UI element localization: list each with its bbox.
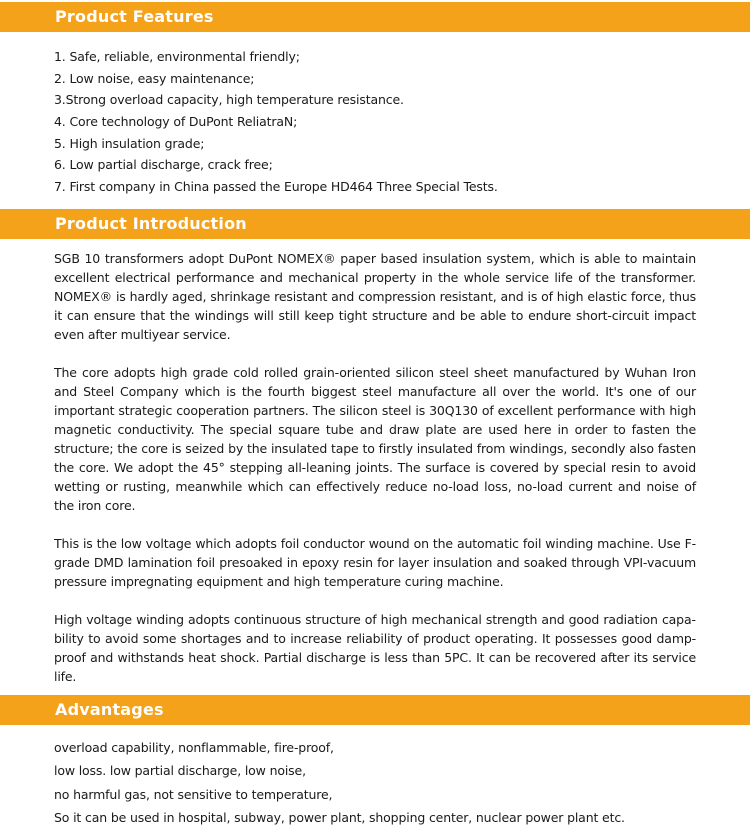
feature-item: 1. Safe, reliable, environmental friendly; bbox=[54, 49, 300, 64]
feature-item: 3.Strong overload capacity, high temperature resistance. bbox=[54, 92, 404, 108]
advantage-item: So it can be used in hospital, subway, power plant, shopping center, nuclear power plant etc. bbox=[54, 809, 625, 825]
introduction-header bbox=[0, 209, 750, 239]
introduction-paragraph: SGB 10 transformers adopt DuPont NOMEX® paper based insulation system, which is able to maintain excellent electrical performance and mechanical property in the whole service life of the transformer. NOMEX® is hardly aged, shrinkage resistant and compression resistant, and is of high elastic force, thus it can ensure that the windings will still keep tight structure and be able to endure short-circuit impact even after multiyear service. bbox=[54, 251, 696, 342]
advantages-header bbox=[0, 695, 750, 725]
advantage-item: no harmful gas, not sensitive to temperature, bbox=[54, 786, 333, 802]
feature-item: 2. Low noise, easy maintenance; bbox=[54, 70, 255, 86]
feature-item: 5. High insulation grade; bbox=[54, 135, 205, 151]
advantage-item: overload capability, nonflammable, fire-proof, bbox=[54, 740, 334, 755]
feature-item: 7. First company in China passed the Europe HD464 Three Special Tests. bbox=[54, 179, 498, 195]
features-title: Product Features bbox=[55, 7, 214, 26]
features-list bbox=[54, 46, 498, 198]
advantage-item: low loss. low partial discharge, low noise, bbox=[54, 763, 306, 779]
advantages-list bbox=[54, 736, 625, 829]
features-header bbox=[0, 2, 750, 32]
advantages-title: Advantages bbox=[55, 700, 164, 719]
feature-item: 6. Low partial discharge, crack free; bbox=[54, 157, 273, 173]
introduction-paragraph: High voltage winding adopts continuous structure of high mechanical strength and good radiation capability to avoid some shortages and to increase reliability of product operating. It possesses good damp-proof and withstands heat shock. Partial discharge is less than 5PC. It can be recovered after its service life. bbox=[54, 612, 696, 684]
feature-item: 4. Core technology of DuPont ReliatraN; bbox=[54, 114, 298, 130]
introduction-title: Product Introduction bbox=[55, 214, 247, 233]
introduction-body bbox=[54, 249, 696, 686]
introduction-paragraph: The core adopts high grade cold rolled grain-oriented silicon steel sheet manufactured by Wuhan Iron and Steel Company which is the fourth biggest steel manufacture all over the world. It's one of our important strategic cooperation partners. The silicon steel is 30Q130 of excellent performance with high magnetic conductivity. The special square tube and draw plate are used here in order to fasten the structure; the core is seized by the insulated tape to firstly insulated from windings, secondly also fasten the core. We adopt the 45° stepping all-leaning joints. The surface is covered by special resin to avoid wetting or rusting, meanwhile which can effectively reduce no-load loss, no-load current and noise of the iron core. bbox=[54, 365, 696, 513]
introduction-paragraph: This is the low voltage which adopts foil conductor wound on the automatic foil winding machine. Use F-grade DMD lamination foil presoaked in epoxy resin for layer insulation and soaked through VPI-vacuum pressure impregnating equipment and high temperature curing machine. bbox=[54, 536, 696, 589]
